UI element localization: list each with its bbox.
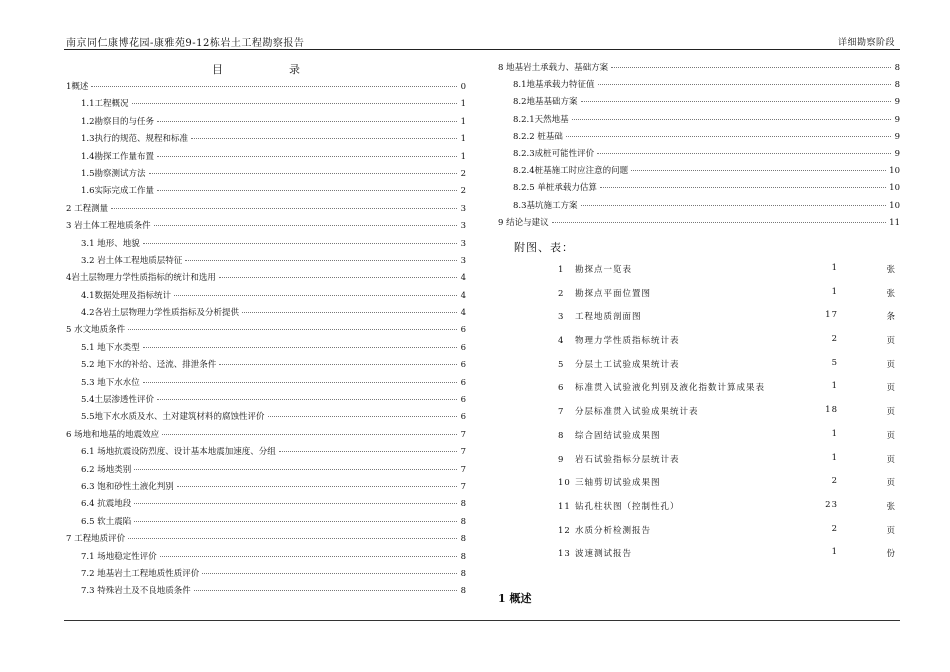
toc-entry[interactable] [498, 78, 900, 95]
appendix-item [558, 334, 898, 358]
appendix-item-name: 分层标准贯入试验成果统计表 [575, 407, 699, 418]
toc-entry[interactable] [66, 254, 466, 271]
toc-leader-dots [279, 451, 457, 452]
appendix-item-count: 1 [831, 381, 838, 392]
toc-entry-page: 10 [889, 200, 900, 211]
appendix-item [558, 429, 898, 453]
toc-entry-title: 2 工程测量 [66, 203, 109, 214]
appendix-item-unit: 页 [886, 336, 896, 347]
toc-entry-page: 8 [460, 551, 466, 562]
toc-entry-page: 3 [460, 203, 466, 214]
toc-entry-title: 7.3 特殊岩土及不良地质条件 [81, 586, 191, 597]
toc-entry-title: 6 场地和地基的地震效应 [66, 429, 160, 440]
toc-entry-page: 9 [894, 114, 900, 125]
toc-entry-title: 3.1 地形、地貌 [81, 238, 140, 249]
toc-entry-title: 5.5地下水水质及水、土对建筑材料的腐蚀性评价 [81, 412, 265, 423]
toc-entry-title: 5.2 地下水的补给、迳流、排泄条件 [81, 360, 217, 371]
toc-heading [212, 61, 300, 77]
appendix-item-unit: 页 [886, 478, 896, 489]
appendix-item-number: 5 [558, 359, 565, 370]
toc-entry[interactable] [66, 150, 466, 167]
toc-leader-dots [194, 590, 457, 591]
toc-entry[interactable] [66, 480, 466, 497]
toc-entry[interactable] [66, 80, 466, 97]
toc-entry[interactable] [66, 202, 466, 219]
appendix-item-unit: 张 [886, 501, 896, 512]
toc-leader-dots [572, 119, 891, 120]
appendix-item-name: 综合固结试验成果图 [575, 430, 661, 441]
toc-entry[interactable] [66, 184, 466, 201]
toc-entry-title: 3.2 岩土体工程地质层特征 [81, 255, 183, 266]
appendix-item-number: 2 [558, 288, 565, 299]
toc-entry-title: 5 水文地质条件 [66, 325, 126, 336]
appendix-item-number: 8 [558, 430, 565, 441]
toc-entry-page: 7 [460, 429, 466, 440]
toc-entry-page: 7 [460, 481, 466, 492]
toc-leader-dots [157, 121, 457, 122]
toc-entry-title: 6.2 场地类别 [81, 464, 132, 475]
appendix-list [558, 263, 898, 571]
appendix-item-number: 9 [558, 454, 565, 465]
toc-entry[interactable] [66, 115, 466, 132]
toc-leader-dots [581, 101, 891, 102]
appendix-item-unit: 页 [886, 430, 896, 441]
toc-entry-title: 8.2.2 桩基础 [513, 131, 563, 142]
toc-entry-title: 4.1数据处理及指标统计 [81, 290, 172, 301]
appendix-item-number: 10 [558, 478, 571, 489]
toc-leader-dots [185, 260, 457, 261]
appendix-item-number: 13 [558, 549, 571, 560]
toc-leader-dots [154, 225, 457, 226]
appendix-item-name: 岩石试验指标分层统计表 [575, 454, 680, 465]
toc-heading-char-1: 目 [212, 63, 223, 76]
toc-entry-page: 3 [460, 238, 466, 249]
toc-leader-dots [566, 136, 891, 137]
toc-entry-page: 6 [460, 395, 466, 406]
toc-entry-page: 1 [460, 151, 466, 162]
appendix-item-unit: 页 [886, 454, 896, 465]
toc-leader-dots [134, 503, 457, 504]
toc-leader-dots [219, 277, 457, 278]
toc-leader-dots [631, 170, 886, 171]
toc-entry-title: 1.4勘探工作量布置 [81, 151, 155, 162]
appendix-item-unit: 张 [886, 288, 896, 299]
appendix-item-count: 1 [831, 286, 838, 297]
toc-entry-title: 1.2勘察目的与任务 [81, 116, 155, 127]
toc-leader-dots [91, 86, 457, 87]
appendix-item-unit: 页 [886, 407, 896, 418]
toc-entry[interactable] [498, 61, 900, 78]
toc-entry[interactable] [66, 515, 466, 532]
toc-entry-page: 2 [460, 186, 466, 197]
appendix-item-count: 1 [831, 263, 838, 273]
toc-entry[interactable] [66, 550, 466, 567]
toc-entry[interactable] [66, 497, 466, 514]
header-rule [64, 49, 900, 50]
toc-entry[interactable] [66, 410, 466, 427]
toc-entry-title: 8.2.1天然地基 [513, 114, 569, 125]
toc-entry-title: 8.2.4桩基施工时应注意的问题 [513, 166, 629, 177]
toc-leader-dots [128, 329, 457, 330]
toc-entry[interactable] [66, 341, 466, 358]
appendix-item-count: 23 [825, 499, 838, 510]
toc-entry[interactable] [66, 445, 466, 462]
toc-entry-title: 8.2地基基础方案 [513, 97, 578, 108]
toc-entry-page: 8 [460, 586, 466, 597]
toc-entry[interactable] [66, 358, 466, 375]
toc-entry-page: 8 [460, 534, 466, 545]
appendix-item-unit: 页 [886, 525, 896, 536]
appendix-item-count: 2 [831, 476, 838, 487]
toc-list-left [66, 80, 466, 602]
toc-leader-dots [157, 190, 457, 191]
toc-leader-dots [143, 382, 457, 383]
toc-entry[interactable] [498, 147, 900, 164]
toc-entry-page: 1 [460, 116, 466, 127]
toc-entry-page: 6 [460, 342, 466, 353]
toc-leader-dots [149, 173, 457, 174]
toc-entry-page: 10 [889, 183, 900, 194]
toc-entry[interactable] [66, 219, 466, 236]
report-title-header: 南京同仁康博花园-康雅苑9-12栋岩土工程勘察报告 [66, 38, 305, 49]
appendix-item-name: 波速测试报告 [575, 549, 633, 560]
appendix-item-name: 勘探点一览表 [575, 265, 633, 275]
toc-entry-title: 8.1地基承载力特征值 [513, 80, 595, 91]
toc-entry[interactable] [66, 584, 466, 601]
toc-leader-dots [611, 67, 891, 68]
toc-leader-dots [242, 312, 457, 313]
toc-entry-page: 6 [460, 377, 466, 388]
appendix-item-count: 2 [831, 334, 838, 345]
appendix-item-count: 18 [825, 405, 838, 416]
toc-entry-page: 1 [460, 134, 466, 145]
toc-entry-page: 1 [460, 99, 466, 110]
toc-leader-dots [134, 521, 457, 522]
toc-leader-dots [191, 138, 457, 139]
toc-entry-title: 6.4 抗震地段 [81, 499, 132, 510]
appendix-item-number: 12 [558, 525, 571, 536]
toc-entry-title: 4.2各岩土层物理力学性质指标及分析提供 [81, 308, 240, 319]
toc-entry-page: 7 [460, 464, 466, 475]
appendix-item-name: 工程地质剖面图 [575, 312, 642, 323]
toc-entry[interactable] [498, 130, 900, 147]
appendix-item-number: 7 [558, 407, 565, 418]
toc-entry-page: 10 [889, 166, 900, 177]
toc-heading-char-2: 录 [289, 63, 300, 76]
toc-entry-title: 6.1 场地抗震设防烈度、设计基本地震加速度、分组 [81, 447, 276, 458]
appendix-item [558, 500, 898, 524]
toc-entry-title: 8 地基岩土承载力、基础方案 [498, 63, 609, 73]
appendix-item-count: 5 [831, 357, 838, 368]
toc-leader-dots [143, 347, 457, 348]
appendix-item-count: 1 [831, 547, 838, 558]
toc-leader-dots [134, 469, 457, 470]
toc-entry-title: 5.3 地下水水位 [81, 377, 140, 388]
toc-leader-dots [132, 103, 457, 104]
stage-label-header: 详细勘察阶段 [838, 38, 896, 48]
toc-entry[interactable] [498, 216, 900, 233]
toc-leader-dots [202, 573, 457, 574]
toc-entry-title: 1.1工程概况 [81, 99, 129, 110]
appendix-item-name: 勘探点平面位置图 [575, 288, 652, 299]
appendix-item-name: 标准贯入试验液化判别及液化指数计算成果表 [575, 383, 766, 394]
toc-entry-page: 8 [460, 568, 466, 579]
toc-entry[interactable] [66, 289, 466, 306]
toc-leader-dots [598, 84, 891, 85]
appendix-item-count: 17 [825, 310, 838, 321]
appendix-item-name: 三轴剪切试验成果图 [575, 478, 661, 489]
toc-leader-dots [174, 295, 457, 296]
toc-leader-dots [177, 486, 457, 487]
appendix-item-count: 1 [831, 452, 838, 463]
toc-entry-title: 7.1 场地稳定性评价 [81, 551, 157, 562]
appendix-item [558, 547, 898, 571]
toc-entry[interactable] [66, 428, 466, 445]
appendix-item [558, 263, 898, 287]
appendix-item-name: 分层土工试验成果统计表 [575, 359, 680, 370]
toc-entry[interactable] [498, 95, 900, 112]
appendix-item-unit: 份 [886, 549, 896, 560]
toc-entry-title: 1.3执行的规范、规程和标准 [81, 134, 189, 145]
appendix-item-name: 钻孔柱状图（控制性孔） [575, 501, 680, 512]
toc-entry[interactable] [66, 323, 466, 340]
toc-list-right [498, 61, 900, 233]
toc-entry-page: 8 [460, 499, 466, 510]
toc-entry-title: 1概述 [66, 82, 89, 92]
toc-entry-title: 6.3 饱和砂性土液化判别 [81, 481, 174, 492]
toc-leader-dots [219, 364, 457, 365]
toc-entry-title: 4岩土层物理力学性质指标的统计和选用 [66, 273, 216, 284]
appendix-item [558, 524, 898, 548]
toc-leader-dots [128, 538, 457, 539]
toc-entry-title: 1.6实际完成工作量 [81, 186, 155, 197]
appendix-item [558, 287, 898, 311]
toc-entry-page: 3 [460, 255, 466, 266]
toc-entry[interactable] [66, 532, 466, 549]
toc-entry-title: 6.5 软土震陷 [81, 516, 132, 527]
appendix-item-count: 1 [831, 428, 838, 439]
toc-entry[interactable] [66, 393, 466, 410]
toc-entry-page: 6 [460, 412, 466, 423]
toc-leader-dots [600, 187, 886, 188]
toc-entry-page: 2 [460, 168, 466, 179]
toc-entry-title: 5.1 地下水类型 [81, 342, 140, 353]
appendix-item [558, 381, 898, 405]
toc-entry-title: 8.3基坑施工方案 [513, 200, 578, 211]
toc-entry[interactable] [66, 463, 466, 480]
appendix-item-number: 4 [558, 336, 565, 347]
appendix-item [558, 358, 898, 382]
toc-entry-page: 3 [460, 221, 466, 232]
section-heading: 1 概述 [498, 592, 532, 605]
toc-entry-page: 9 [894, 97, 900, 108]
appendix-item [558, 405, 898, 429]
toc-entry-title: 7.2 地基岩土工程地质性质评价 [81, 568, 200, 579]
toc-entry-page: 9 [894, 131, 900, 142]
toc-entry[interactable] [498, 113, 900, 130]
toc-entry-page: 9 [894, 148, 900, 159]
toc-entry[interactable] [66, 237, 466, 254]
appendix-item-unit: 张 [886, 265, 896, 275]
appendix-item-unit: 页 [886, 383, 896, 394]
toc-entry-page: 0 [460, 82, 466, 92]
appendix-heading: 附图、表： [514, 241, 574, 254]
appendix-item-name: 物理力学性质指标统计表 [575, 336, 680, 347]
appendix-item-number: 11 [558, 501, 571, 512]
toc-entry-title: 8.2.3成桩可能性评价 [513, 148, 595, 159]
toc-entry-title: 5.4土层渗透性评价 [81, 395, 155, 406]
toc-entry[interactable] [66, 271, 466, 288]
toc-leader-dots [162, 434, 457, 435]
appendix-item-unit: 条 [886, 312, 896, 323]
toc-entry-page: 6 [460, 325, 466, 336]
footer-rule [64, 620, 900, 621]
toc-leader-dots [143, 243, 457, 244]
appendix-item [558, 453, 898, 477]
toc-entry-title: 1.5勘察测试方法 [81, 168, 146, 179]
toc-entry[interactable] [498, 199, 900, 216]
toc-leader-dots [157, 156, 457, 157]
toc-leader-dots [597, 153, 891, 154]
toc-entry-page: 11 [889, 217, 900, 228]
toc-entry-page: 4 [460, 273, 466, 284]
toc-entry[interactable] [66, 132, 466, 149]
toc-entry[interactable] [498, 181, 900, 198]
toc-entry[interactable] [498, 164, 900, 181]
toc-entry-page: 4 [460, 308, 466, 319]
toc-entry[interactable] [66, 97, 466, 114]
toc-entry[interactable] [66, 567, 466, 584]
toc-entry-title: 7 工程地质评价 [66, 534, 126, 545]
toc-leader-dots [268, 416, 457, 417]
toc-leader-dots [157, 399, 457, 400]
toc-entry-title: 8.2.5 单桩承载力估算 [513, 183, 597, 194]
toc-entry-page: 8 [460, 516, 466, 527]
toc-entry-page: 8 [894, 63, 900, 73]
toc-entry-page: 7 [460, 447, 466, 458]
appendix-item [558, 476, 898, 500]
toc-leader-dots [581, 205, 887, 206]
appendix-item-number: 1 [558, 265, 565, 275]
appendix-item-number: 3 [558, 312, 565, 323]
appendix-item-count: 2 [831, 523, 838, 534]
toc-entry-page: 6 [460, 360, 466, 371]
appendix-item-name: 水质分析检测报告 [575, 525, 652, 536]
toc-entry-page: 8 [894, 80, 900, 91]
toc-entry[interactable] [66, 167, 466, 184]
toc-entry[interactable] [66, 376, 466, 393]
appendix-item-number: 6 [558, 383, 565, 394]
toc-leader-dots [160, 556, 457, 557]
toc-entry-page: 4 [460, 290, 466, 301]
appendix-item [558, 310, 898, 334]
toc-leader-dots [111, 208, 457, 209]
toc-entry-title: 3 岩土体工程地质条件 [66, 221, 151, 232]
appendix-item-unit: 页 [886, 359, 896, 370]
toc-entry-title: 9 结论与建议 [498, 217, 549, 228]
toc-entry[interactable] [66, 306, 466, 323]
toc-leader-dots [552, 222, 887, 223]
